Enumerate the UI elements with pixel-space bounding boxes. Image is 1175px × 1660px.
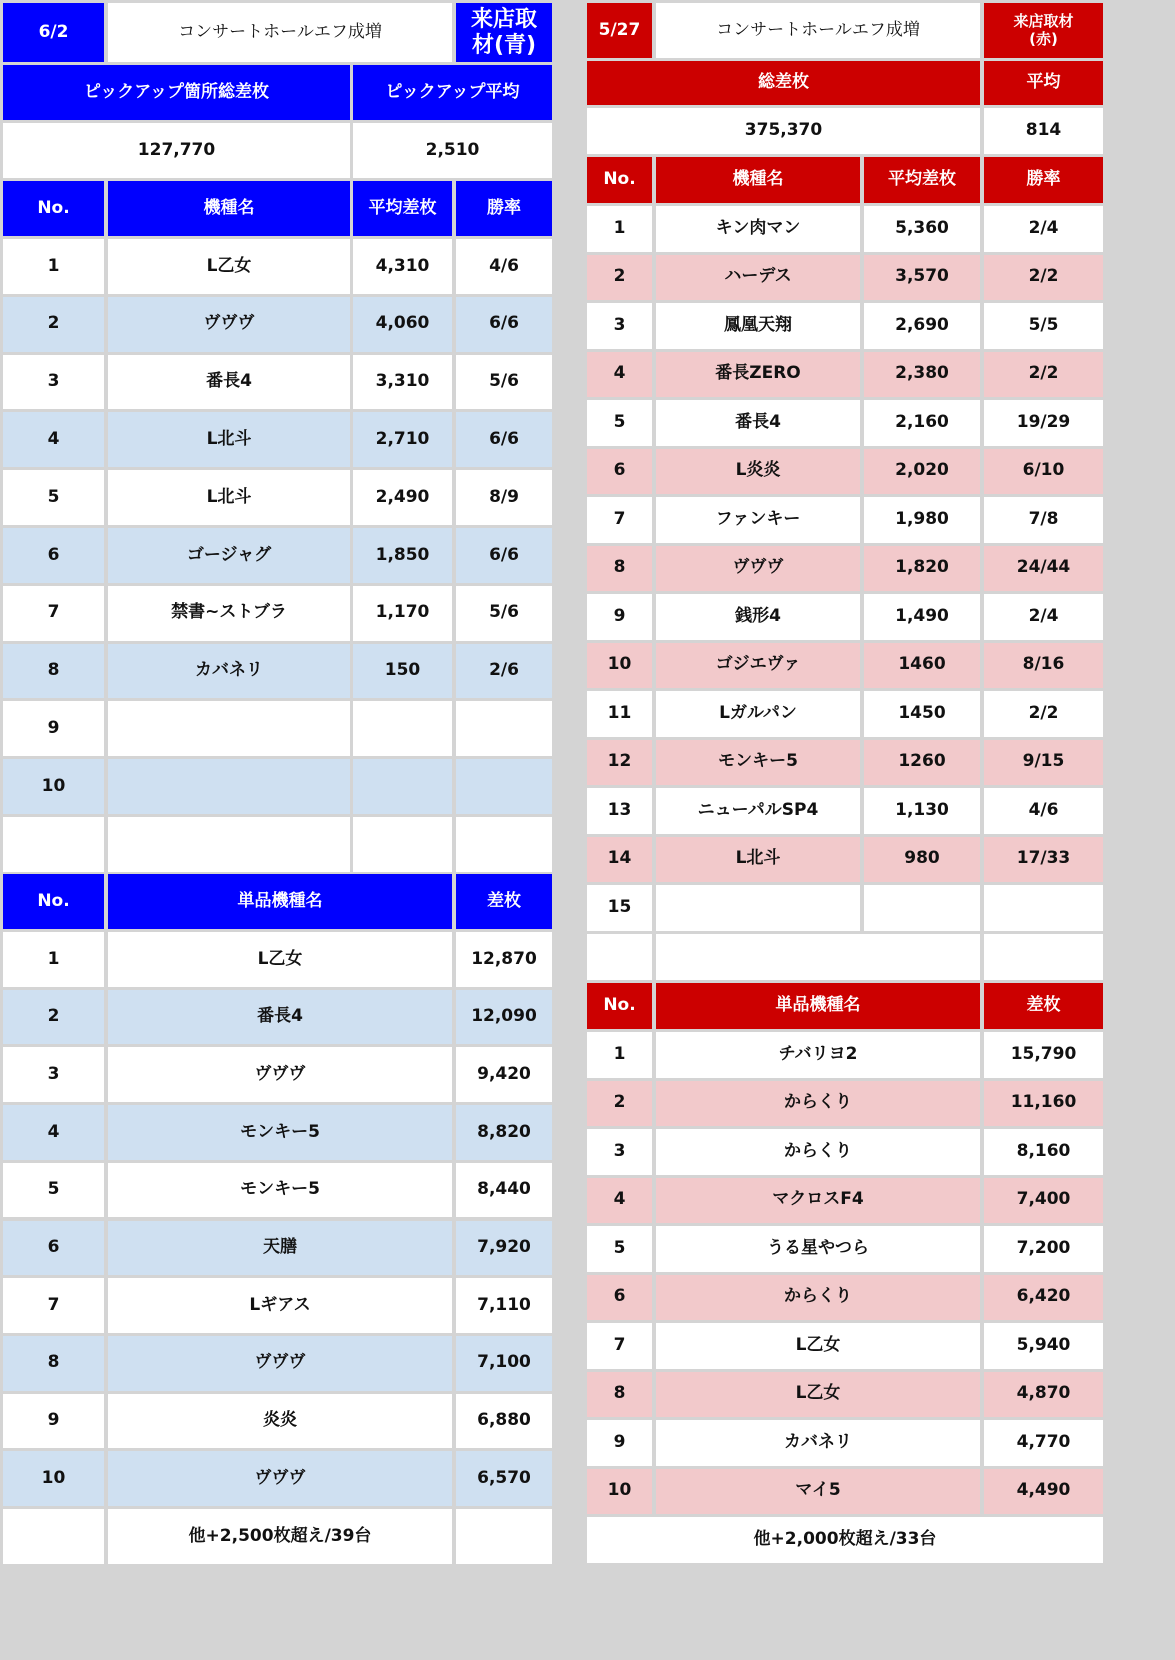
single-diff: 7,400 <box>984 1178 1103 1224</box>
store-name: コンサートホールエフ成増 <box>656 3 980 58</box>
col-win-header: 勝率 <box>456 181 552 236</box>
row-win: 2/4 <box>984 594 1103 640</box>
single-diff: 6,880 <box>456 1394 552 1449</box>
single-model-header: 単品機種名 <box>656 983 980 1029</box>
table-row <box>587 349 1175 398</box>
row-no: 4 <box>3 412 104 467</box>
row-avg: 2,020 <box>864 449 980 495</box>
single-model: カバネリ <box>656 1420 980 1466</box>
blank-cell <box>656 934 980 980</box>
single-row <box>587 1369 1175 1418</box>
row-model: 鳳凰天翔 <box>656 303 860 349</box>
single-diff: 15,790 <box>984 1032 1103 1078</box>
row-model: ヴヴヴ <box>656 546 860 592</box>
row-model: モンキー5 <box>656 740 860 786</box>
table-row <box>587 543 1175 592</box>
row-model: L炎炎 <box>656 449 860 495</box>
table-row <box>587 300 1175 349</box>
row-no: 4 <box>587 352 652 398</box>
table-row <box>587 688 1175 737</box>
row-no: 3 <box>3 355 104 410</box>
row-model: Lガルパン <box>656 691 860 737</box>
table-row <box>0 294 587 352</box>
row-win: 8/9 <box>456 470 552 525</box>
single-diff: 11,160 <box>984 1081 1103 1127</box>
row-model: ヴヴヴ <box>108 297 350 352</box>
total-diff-header: 総差枚 <box>587 61 980 105</box>
row-no: 3 <box>587 303 652 349</box>
row-no: 1 <box>3 239 104 294</box>
single-model: チバリヨ2 <box>656 1032 980 1078</box>
table-row <box>587 252 1175 301</box>
single-row <box>0 987 587 1045</box>
row-model <box>108 701 350 756</box>
row-model <box>108 817 350 872</box>
single-model: L乙女 <box>656 1372 980 1418</box>
table-row <box>587 591 1175 640</box>
blank-cell <box>984 934 1103 980</box>
single-diff: 12,090 <box>456 990 552 1045</box>
store-name: コンサートホールエフ成増 <box>108 3 452 62</box>
single-no: 10 <box>3 1451 104 1506</box>
single-diff: 6,570 <box>456 1451 552 1506</box>
row-model: ファンキー <box>656 497 860 543</box>
row-avg: 1,130 <box>864 788 980 834</box>
single-row <box>0 1448 587 1506</box>
single-row <box>0 1044 587 1102</box>
single-diff: 7,200 <box>984 1226 1103 1272</box>
row-win: 5/6 <box>456 586 552 641</box>
row-win: 19/29 <box>984 400 1103 446</box>
row-no: 14 <box>587 837 652 883</box>
footer-blank <box>456 1509 552 1564</box>
table-row <box>0 641 587 699</box>
row-model: カバネリ <box>108 644 350 699</box>
single-diff: 4,870 <box>984 1372 1103 1418</box>
single-model: ヴヴヴ <box>108 1336 452 1391</box>
single-model-header: 単品機種名 <box>108 874 452 929</box>
col-no-header: No. <box>587 157 652 203</box>
table-row <box>0 352 587 410</box>
table-header-row <box>587 154 1175 203</box>
row-avg: 980 <box>864 837 980 883</box>
single-model: ヴヴヴ <box>108 1451 452 1506</box>
table-row <box>0 409 587 467</box>
row-no: 8 <box>587 546 652 592</box>
summary-value-row <box>587 105 1175 154</box>
row-no: 6 <box>587 449 652 495</box>
table-row <box>587 834 1175 883</box>
row-avg: 1450 <box>864 691 980 737</box>
row-model: ハーデス <box>656 255 860 301</box>
blank-row <box>587 931 1175 980</box>
single-no: 4 <box>3 1105 104 1160</box>
row-win <box>456 759 552 814</box>
single-row <box>587 1078 1175 1127</box>
row-no: 13 <box>587 788 652 834</box>
row-win: 4/6 <box>984 788 1103 834</box>
single-no: 10 <box>587 1469 652 1515</box>
single-diff: 4,490 <box>984 1469 1103 1515</box>
single-no: 5 <box>3 1163 104 1218</box>
single-row <box>0 1160 587 1218</box>
single-no: 5 <box>587 1226 652 1272</box>
row-model: L乙女 <box>108 239 350 294</box>
single-row <box>587 1272 1175 1321</box>
single-model: マイ5 <box>656 1469 980 1515</box>
table-row <box>587 203 1175 252</box>
row-no: 5 <box>3 470 104 525</box>
row-model: 銭形4 <box>656 594 860 640</box>
row-avg: 4,310 <box>353 239 452 294</box>
row-no: 1 <box>587 206 652 252</box>
single-no: 1 <box>3 932 104 987</box>
table-row <box>0 698 587 756</box>
table-row <box>587 882 1175 931</box>
event-badge: 来店取材(青) <box>456 3 552 62</box>
row-no <box>3 817 104 872</box>
row-win: 6/10 <box>984 449 1103 495</box>
single-model: からくり <box>656 1129 980 1175</box>
footer-blank <box>3 1509 104 1564</box>
row-model: L北斗 <box>108 412 350 467</box>
row-avg: 1,820 <box>864 546 980 592</box>
row-win: 2/4 <box>984 206 1103 252</box>
row-win <box>984 885 1103 931</box>
col-win-header: 勝率 <box>984 157 1103 203</box>
single-diff: 4,770 <box>984 1420 1103 1466</box>
single-model: L乙女 <box>656 1323 980 1369</box>
table-row <box>0 467 587 525</box>
col-model-header: 機種名 <box>108 181 350 236</box>
single-diff-header: 差枚 <box>984 983 1103 1029</box>
table-row <box>0 525 587 583</box>
single-no: 7 <box>587 1323 652 1369</box>
single-model: モンキー5 <box>108 1163 452 1218</box>
single-model: マクロスF4 <box>656 1178 980 1224</box>
row-no: 15 <box>587 885 652 931</box>
single-row <box>587 1029 1175 1078</box>
single-model: 炎炎 <box>108 1394 452 1449</box>
single-row <box>587 1175 1175 1224</box>
single-no-header: No. <box>587 983 652 1029</box>
row-no: 11 <box>587 691 652 737</box>
row-no: 10 <box>587 643 652 689</box>
row-win: 24/44 <box>984 546 1103 592</box>
row-avg: 3,310 <box>353 355 452 410</box>
single-model: 番長4 <box>108 990 452 1045</box>
row-avg: 2,380 <box>864 352 980 398</box>
single-row <box>587 1126 1175 1175</box>
table-row <box>0 756 587 814</box>
table-row <box>587 446 1175 495</box>
row-avg: 4,060 <box>353 297 452 352</box>
single-diff: 8,160 <box>984 1129 1103 1175</box>
single-no: 4 <box>587 1178 652 1224</box>
blank-cell <box>587 934 652 980</box>
pickup-avg-header: ピックアップ平均 <box>353 65 552 120</box>
pickup-avg-value: 2,510 <box>353 123 552 178</box>
single-no: 1 <box>587 1032 652 1078</box>
row-no: 6 <box>3 528 104 583</box>
row-no: 9 <box>3 701 104 756</box>
row-win: 5/5 <box>984 303 1103 349</box>
row-win: 8/16 <box>984 643 1103 689</box>
single-diff-header: 差枚 <box>456 874 552 929</box>
single-diff: 8,440 <box>456 1163 552 1218</box>
single-diff: 7,920 <box>456 1221 552 1276</box>
single-diff: 7,110 <box>456 1278 552 1333</box>
single-row <box>0 1275 587 1333</box>
col-avg-header: 平均差枚 <box>353 181 452 236</box>
row-model: ゴージャグ <box>108 528 350 583</box>
single-model: うる星やつら <box>656 1226 980 1272</box>
single-row <box>0 929 587 987</box>
row-win: 4/6 <box>456 239 552 294</box>
left-report-panel <box>0 0 587 1660</box>
footer-row <box>0 1506 587 1564</box>
summary-value-row <box>0 120 587 178</box>
single-diff: 6,420 <box>984 1275 1103 1321</box>
row-model: キン肉マン <box>656 206 860 252</box>
row-win: 7/8 <box>984 497 1103 543</box>
single-row <box>0 1218 587 1276</box>
row-avg: 2,490 <box>353 470 452 525</box>
row-avg <box>353 759 452 814</box>
single-diff: 7,100 <box>456 1336 552 1391</box>
single-no: 6 <box>587 1275 652 1321</box>
row-no: 2 <box>587 255 652 301</box>
row-avg: 1460 <box>864 643 980 689</box>
row-no: 12 <box>587 740 652 786</box>
footer-note: 他+2,000枚超え/33台 <box>587 1517 1103 1563</box>
row-model: 番長4 <box>108 355 350 410</box>
row-win <box>456 701 552 756</box>
event-badge: 来店取材(赤) <box>984 3 1103 58</box>
table-row <box>0 583 587 641</box>
row-model: 禁書~ストブラ <box>108 586 350 641</box>
row-avg: 150 <box>353 644 452 699</box>
table-row <box>587 397 1175 446</box>
row-no: 7 <box>587 497 652 543</box>
summary-header-row <box>0 62 587 120</box>
row-avg: 2,160 <box>864 400 980 446</box>
single-header-row <box>587 980 1175 1029</box>
col-no-header: No. <box>3 181 104 236</box>
row-model: ゴジエヴァ <box>656 643 860 689</box>
date-label: 6/2 <box>3 3 104 62</box>
row-avg: 1,850 <box>353 528 452 583</box>
single-diff: 12,870 <box>456 932 552 987</box>
footer-note: 他+2,500枚超え/39台 <box>108 1509 452 1564</box>
table-row <box>587 494 1175 543</box>
row-no: 2 <box>3 297 104 352</box>
table-row <box>587 737 1175 786</box>
table-row <box>587 785 1175 834</box>
row-avg: 1,490 <box>864 594 980 640</box>
single-row <box>587 1417 1175 1466</box>
single-model: Lギアス <box>108 1278 452 1333</box>
single-no: 8 <box>3 1336 104 1391</box>
single-no-header: No. <box>3 874 104 929</box>
row-avg: 2,690 <box>864 303 980 349</box>
row-model: L北斗 <box>108 470 350 525</box>
row-model: ニューパルSP4 <box>656 788 860 834</box>
row-model: 番長4 <box>656 400 860 446</box>
right-report-panel <box>587 0 1175 1660</box>
avg-value: 814 <box>984 108 1103 154</box>
single-row <box>0 1333 587 1391</box>
single-model: ヴヴヴ <box>108 1047 452 1102</box>
pickup-total-header: ピックアップ箇所総差枚 <box>3 65 350 120</box>
single-row <box>0 1391 587 1449</box>
single-no: 3 <box>587 1129 652 1175</box>
row-no: 9 <box>587 594 652 640</box>
row-win: 2/2 <box>984 352 1103 398</box>
row-avg <box>353 701 452 756</box>
single-no: 9 <box>3 1394 104 1449</box>
single-row <box>587 1466 1175 1515</box>
single-no: 6 <box>3 1221 104 1276</box>
single-no: 2 <box>3 990 104 1045</box>
pickup-total-value: 127,770 <box>3 123 350 178</box>
header-row <box>587 0 1175 58</box>
row-avg: 3,570 <box>864 255 980 301</box>
row-win: 6/6 <box>456 412 552 467</box>
row-avg <box>864 885 980 931</box>
row-win: 6/6 <box>456 528 552 583</box>
single-model: からくり <box>656 1081 980 1127</box>
single-row <box>0 1102 587 1160</box>
date-label: 5/27 <box>587 3 652 58</box>
single-model: モンキー5 <box>108 1105 452 1160</box>
row-avg: 1,980 <box>864 497 980 543</box>
row-no: 7 <box>3 586 104 641</box>
row-model: L北斗 <box>656 837 860 883</box>
table-row <box>0 814 587 872</box>
total-diff-value: 375,370 <box>587 108 980 154</box>
col-avg-header: 平均差枚 <box>864 157 980 203</box>
row-win: 2/2 <box>984 255 1103 301</box>
footer-row <box>587 1514 1175 1563</box>
row-no: 5 <box>587 400 652 446</box>
row-no: 8 <box>3 644 104 699</box>
row-model: 番長ZERO <box>656 352 860 398</box>
table-row <box>0 236 587 294</box>
row-avg: 1260 <box>864 740 980 786</box>
single-no: 7 <box>3 1278 104 1333</box>
header-row <box>0 0 587 62</box>
table-row <box>587 640 1175 689</box>
row-win: 9/15 <box>984 740 1103 786</box>
row-win: 17/33 <box>984 837 1103 883</box>
row-no: 10 <box>3 759 104 814</box>
avg-header: 平均 <box>984 61 1103 105</box>
row-win: 2/6 <box>456 644 552 699</box>
row-avg <box>353 817 452 872</box>
row-model <box>108 759 350 814</box>
row-avg: 5,360 <box>864 206 980 252</box>
single-diff: 5,940 <box>984 1323 1103 1369</box>
single-no: 3 <box>3 1047 104 1102</box>
row-avg: 1,170 <box>353 586 452 641</box>
single-no: 9 <box>587 1420 652 1466</box>
single-no: 8 <box>587 1372 652 1418</box>
table-header-row <box>0 178 587 236</box>
single-row <box>587 1223 1175 1272</box>
single-header-row <box>0 871 587 929</box>
summary-header-row <box>587 58 1175 105</box>
row-win: 6/6 <box>456 297 552 352</box>
col-model-header: 機種名 <box>656 157 860 203</box>
single-model: 天膳 <box>108 1221 452 1276</box>
row-model <box>656 885 860 931</box>
row-win <box>456 817 552 872</box>
single-row <box>587 1320 1175 1369</box>
single-no: 2 <box>587 1081 652 1127</box>
single-diff: 9,420 <box>456 1047 552 1102</box>
single-model: からくり <box>656 1275 980 1321</box>
row-win: 2/2 <box>984 691 1103 737</box>
single-diff: 8,820 <box>456 1105 552 1160</box>
single-model: L乙女 <box>108 932 452 987</box>
row-avg: 2,710 <box>353 412 452 467</box>
row-win: 5/6 <box>456 355 552 410</box>
